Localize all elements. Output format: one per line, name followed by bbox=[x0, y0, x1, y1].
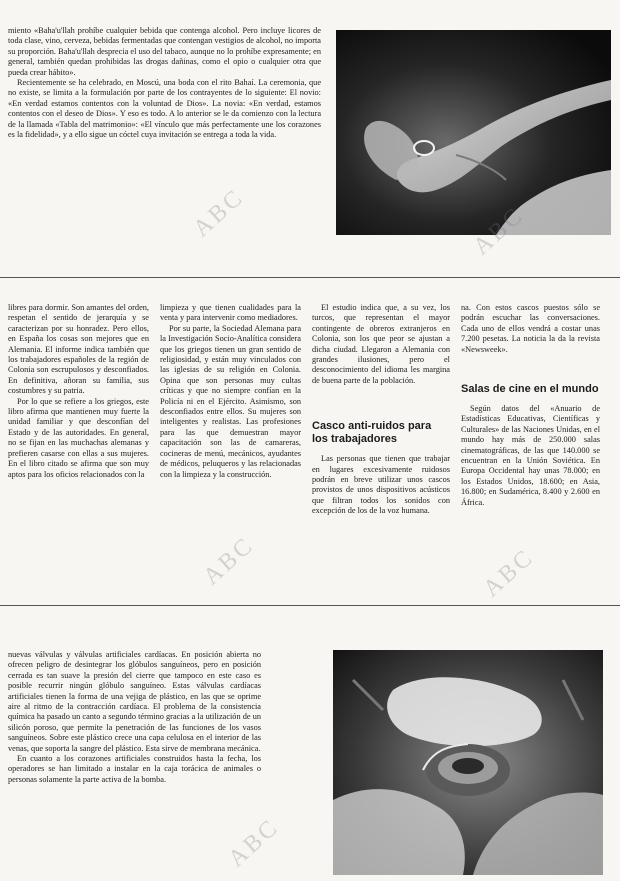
paragraph: nuevas válvulas y válvulas artificiales cardíacas. En posición abierta no ofrecen peligro de desintegrar los glóbulos sanguíneos, pero en posición cerrada es tan suave la presión del cierre que tampoco en este caso es posible recurrir ningún glóbulo sanguíneo. Estas válvulas cardíacas artificiales tienen la forma de una vejiga de plástico, en las que se oprime aire al ritmo de la contracción cardíaca. El problema de la consistencia química ha pasado un canto a segundo término gracias a la utilización de un silicón poroso, que permite la penetración de las funciones de los vasos sanguíneos. Sobre este plástico crece una capa celulosa en el interior de las venas, que soporta la sangre del plástico. Esta sirve de membrana mecánica. bbox=[8, 650, 261, 753]
watermark: ABC bbox=[188, 183, 250, 243]
photo-artificial-heart-valve bbox=[333, 650, 603, 875]
watermark: ABC bbox=[468, 201, 530, 261]
paragraph: Recientemente se ha celebrado, en Moscú, una boda con el rito Bahaí. La ceremonia, que no existe, se limita a la formulación por parte de los contrayentes de lo siguiente: El novio: «En verdad estamos contentos con la voluntad de Dios». La novia: «En verdad, estamos contentos con el deseo de Dios». Y eso es todo. A lo anterior se le da comienzo con la lectura de la llamada «Tabla del matrimonio»: «El vínculo que más perfectamente une los corazones es la fidelidad», y a ello sigue un cóctel cuya invitación se entrega a toda la vida. bbox=[8, 78, 321, 140]
watermark: ABC bbox=[198, 531, 260, 591]
paragraph: El estudio indica que, a su vez, los turcos, que representan el mayor contingente de obreros extranjeros en Colonia, son los que peor se ajustan a dicha ciudad. Llegaron a Alemania con grandes ilusiones, pero el desconocimiento del idioma les margina de buena parte de la población. bbox=[312, 303, 450, 385]
photo-artificial-heart-valve-image bbox=[333, 650, 603, 875]
paragraph: miento «Baha'u'llah prohíbe cualquier bebida que contenga alcohol. Pero incluye licores de toda clase, vino, cerveza, bebidas fermentadas que contengan vestigios de alcohol, no importa su proporción. Baha'u'llah desprecia el uso del tabaco, aunque no lo prohíbe expresamente; en general, también quedan prohibidas las drogas dañinas, como el opio o cualquier otra que pueda crear hábito». bbox=[8, 26, 321, 77]
middle-column-1 bbox=[8, 303, 149, 480]
bottom-article-text bbox=[8, 650, 261, 785]
section-heading-casco-antiruidos: Casco anti-ruidos para los trabajadores bbox=[312, 420, 432, 446]
watermark: ABC bbox=[223, 813, 285, 873]
top-article-text bbox=[8, 26, 321, 140]
paragraph: Por su parte, la Sociedad Alemana para la Investigación Socio-Analítica considera que los griegos tienen un gran sentido de religiosidad, y están muy vinculados con las iglesias de su religión en Colonia. Opina que son personas muy cultas críticas y que no siempre confían en la Policía ni en el Ejército. Asimismo, son desconfiados entre ellos. Su mujeres son inteligentes y realistas. Las profesiones para las que demuestran mayor capacitación son las de camareras, cocineras de menú, mecánicos, ayudantes de médicos, peluqueros y las relacionadas con la limpieza y la construcción. bbox=[160, 323, 301, 479]
paragraph: En cuanto a los corazones artificiales construidos hasta la fecha, los operadores se han limitado a instalar en la caja torácica de animales o personas solamente la parte activa de la bomba. bbox=[8, 754, 261, 784]
paragraph: Por lo que se refiere a los griegos, este libro afirma que mantienen muy fuerte la unidad familiar y que desconfían del Estado y de las autoridades. En general, no se fijan en las muchachas alemanas y prefieren casarse con ellas a sus mujeres. En el libro citado se afirma que son muy aptos para los oficios relacionados con la bbox=[8, 396, 149, 479]
paragraph: na. Con estos cascos puestos sólo se podrán escuchar las conversaciones. Cada uno de ellos vendrá a costar unas 7.200 pesetas. La noticia la da la revista «Newsweek». bbox=[461, 303, 600, 354]
section-divider bbox=[0, 277, 620, 278]
middle-column-4 bbox=[461, 303, 600, 508]
middle-column-2 bbox=[160, 303, 301, 480]
paragraph: limpieza y que tienen cualidades para la venta y para intervenir como mediadores. bbox=[160, 303, 301, 323]
watermark: ABC bbox=[478, 543, 540, 603]
section-divider bbox=[0, 605, 620, 606]
photo-hands-ring bbox=[336, 30, 611, 235]
paragraph: libres para dormir. Son amantes del orden, respetan el sentido de jerarquía y se caracterizan por su honradez. Pero ellos, en España los cosas son mejores que en Alemania. El informe indica también que los trabajadores españoles de la región de Colonia son escrupulosos y desconfiados. En definitiva, añoran su familia, sus costumbres y su patria. bbox=[8, 303, 149, 396]
section-heading-salas-de-cine: Salas de cine en el mundo bbox=[461, 383, 599, 396]
middle-column-3 bbox=[312, 303, 450, 517]
photo-hands-ring-image bbox=[336, 30, 611, 235]
paragraph: Las personas que tienen que trabajar en lugares excesivamente ruidosos podrán en breve utilizar unos cascos provistos de unos dispositivos acústicos que filtran todos los sonidos con excepción de los de la voz humana. bbox=[312, 454, 450, 516]
paragraph: Según datos del «Anuario de Estadísticas Educativas, Científicas y Culturales» de las Naciones Unidas, en el mundo hay más de 250.000 salas cinematográficas, de las que 140.000 se encuentran en la Unión Soviética. En Europa Occidental hay unas 78.000; en los Estados Unidos, 18.600; en Asia, 16.800; en Sudamérica, 8.400 y 2.600 en África. bbox=[461, 404, 600, 507]
